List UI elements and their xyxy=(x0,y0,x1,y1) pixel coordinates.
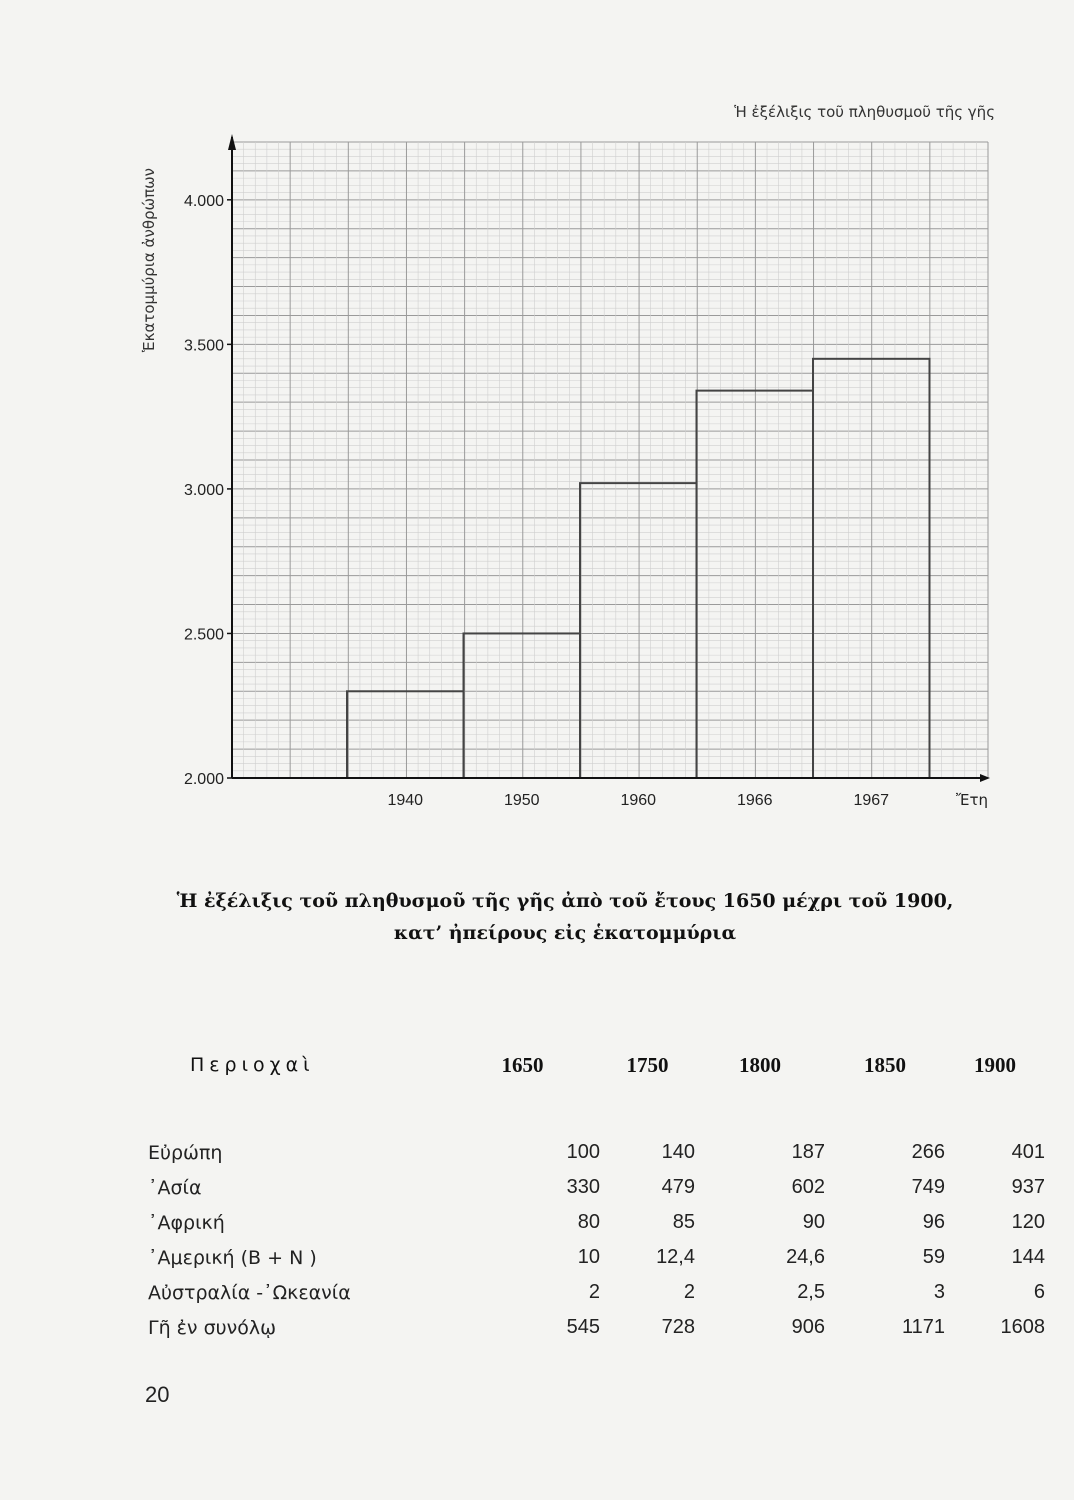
value-cell: 266 xyxy=(911,1141,945,1163)
year-header: 1750 xyxy=(626,1052,669,1077)
value-cell: 728 xyxy=(661,1316,695,1338)
value-cell: 2,5 xyxy=(797,1281,825,1303)
value-cell: 330 xyxy=(566,1176,600,1198)
value-cell: 749 xyxy=(911,1176,945,1198)
value-cell: 479 xyxy=(661,1176,695,1198)
value-cell: 602 xyxy=(791,1176,825,1198)
x-tick-label: 1940 xyxy=(387,792,424,809)
table-title xyxy=(120,885,1010,949)
value-cell: 1171 xyxy=(901,1316,945,1338)
value-cell: 140 xyxy=(661,1141,695,1163)
value-cell: 12,4 xyxy=(656,1246,695,1268)
value-cell: 100 xyxy=(566,1141,600,1163)
value-cell: 144 xyxy=(1011,1246,1045,1268)
value-cell: 10 xyxy=(577,1246,600,1268)
value-cell: 80 xyxy=(577,1211,600,1233)
y-tick-label: 3.500 xyxy=(183,337,224,355)
region-cell: ᾿Αφρική xyxy=(148,1211,225,1234)
value-cell: 24,6 xyxy=(786,1246,825,1268)
table-spacer xyxy=(140,1090,1045,1135)
value-cell: 6 xyxy=(1033,1281,1045,1303)
table-row xyxy=(140,1240,1045,1275)
x-axis-label: Ἔτη xyxy=(955,791,988,809)
table-row xyxy=(140,1310,1045,1345)
y-tick-label: 2.000 xyxy=(183,771,224,788)
value-cell: 59 xyxy=(922,1246,945,1268)
value-cell: 96 xyxy=(922,1211,945,1233)
table-row xyxy=(140,1135,1045,1170)
y-axis-label: Ἑκατομμύρια ἀνθρώπων xyxy=(140,167,158,353)
x-tick-label: 1960 xyxy=(620,792,657,809)
chart-axes xyxy=(227,134,990,782)
page-number: 20 xyxy=(145,1382,170,1407)
chart-grid xyxy=(232,142,988,778)
value-cell: 2 xyxy=(588,1281,600,1303)
region-cell: Γῆ ἐν συνόλῳ xyxy=(148,1316,277,1339)
population-table xyxy=(140,1040,1045,1345)
value-cell: 90 xyxy=(802,1211,825,1233)
y-tick-label: 2.500 xyxy=(183,626,224,644)
value-cell: 3 xyxy=(933,1281,945,1303)
year-header: 1900 xyxy=(974,1052,1016,1077)
table-title-line1: Ἡ ἐξέλιξις τοῦ πληθυσμοῦ τῆς γῆς ἀπὸ τοῦ ἔτους 1650 μέχρι τοῦ 1900, xyxy=(176,890,954,912)
table-row xyxy=(140,1205,1045,1240)
value-cell: 2 xyxy=(683,1281,695,1303)
value-cell: 1608 xyxy=(1000,1316,1045,1338)
table-row xyxy=(140,1275,1045,1310)
y-tick-label: 3.000 xyxy=(183,481,224,499)
y-tick-label: 4.000 xyxy=(183,192,224,210)
value-cell: 401 xyxy=(1011,1141,1045,1163)
year-header: 1850 xyxy=(864,1052,906,1077)
region-cell: ᾿Αμερική (Β + Ν ) xyxy=(148,1246,317,1269)
bar-1960 xyxy=(580,483,697,778)
table-title-line2: κατ’ ἠπείρους εἰς ἑκατομμύρια xyxy=(393,922,737,944)
chart-labels xyxy=(184,193,988,809)
value-cell: 187 xyxy=(791,1141,825,1163)
value-cell: 937 xyxy=(1011,1176,1045,1198)
value-cell: 906 xyxy=(791,1316,825,1338)
year-header: 1800 xyxy=(739,1052,781,1077)
value-cell: 120 xyxy=(1011,1211,1045,1233)
x-tick-label: 1950 xyxy=(503,792,540,809)
region-cell: Αὐστραλία -᾿Ωκεανία xyxy=(148,1281,351,1304)
region-cell: Εὐρώπη xyxy=(148,1141,223,1164)
value-cell: 545 xyxy=(566,1316,600,1338)
table-row xyxy=(140,1170,1045,1205)
x-tick-label: 1967 xyxy=(853,792,890,809)
x-tick-label: 1966 xyxy=(736,792,773,809)
chart-title: Ἡ ἐξέλιξις τοῦ πληθυσμοῦ τῆς γῆς xyxy=(734,103,995,121)
region-column-header: Περιοχαὶ xyxy=(190,1054,315,1076)
value-cell: 85 xyxy=(672,1211,695,1233)
region-cell: ᾿Ασία xyxy=(148,1176,202,1199)
table-header-row xyxy=(140,1040,1045,1090)
year-header: 1650 xyxy=(501,1052,544,1077)
